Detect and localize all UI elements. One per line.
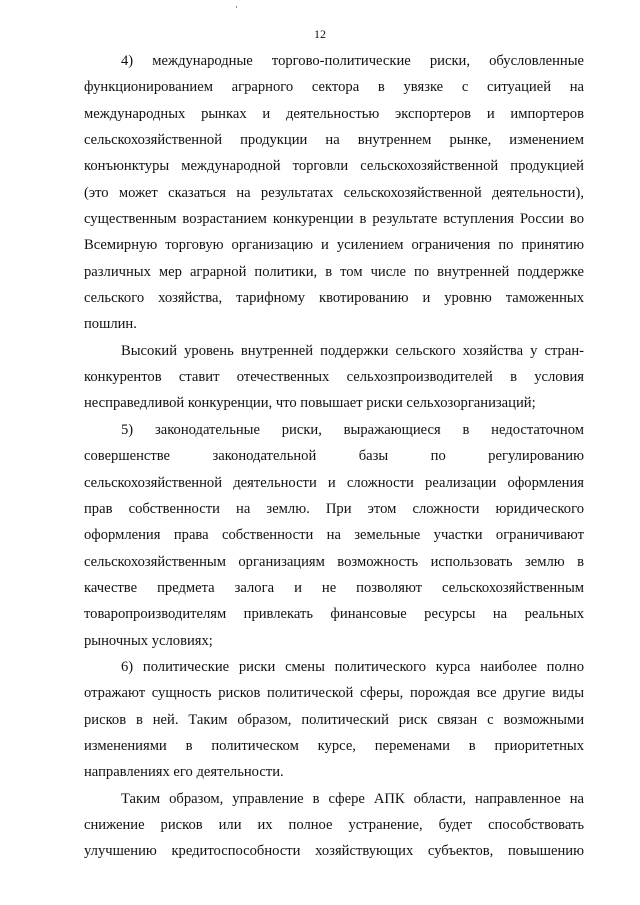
text-line: Всемирную торговую организацию и усилением ограничения по принятию (84, 237, 584, 254)
text-line: направлениях его деятельности. (84, 764, 284, 781)
text-line: сельскохозяйственной деятельности и сложности реализации оформления (84, 474, 584, 491)
page-number: 12 (314, 27, 326, 41)
text-line: улучшению кредитоспособности хозяйствующих субъектов, повышению (84, 843, 584, 860)
text-line: качестве предмета залога и не позволяют сельскохозяйственным (84, 579, 584, 596)
document-body (84, 48, 584, 865)
text-line: отражают сущность рисков политической сферы, порождая все другие виды (84, 685, 584, 702)
text-line: существенным возрастанием конкуренции в результате вступления России во (84, 211, 584, 228)
text-line: 4) международные торгово-политические риски, обусловленные (121, 53, 584, 69)
paragraph-2 (84, 338, 584, 417)
scan-artifact-mark (236, 6, 237, 8)
text-line: функционированием аграрного сектора в увязке с ситуацией на (84, 79, 584, 96)
text-line: конъюнктуры международной торговли сельскохозяйственной продукцией (84, 158, 584, 175)
text-line: изменениями в политическом курсе, переменами в приоритетных (84, 737, 584, 754)
text-line: снижение рисков или их полное устранение, будет способствовать (84, 816, 584, 833)
text-line: прав собственности на землю. При этом сложности юридического (84, 500, 584, 517)
paragraph-5 (84, 786, 584, 865)
paragraph-1 (84, 48, 584, 338)
text-line: несправедливой конкуренции, что повышает риски сельхозорганизаций; (84, 395, 536, 412)
text-line: 5) законодательные риски, выражающиеся в недостаточном (121, 421, 584, 438)
text-line: совершенстве законодательной базы по регулированию (84, 448, 584, 465)
text-line: Таким образом, управление в сфере АПК области, направленное на (121, 790, 584, 807)
text-line: различных мер аграрной политики, в том числе по внутренней поддержке (84, 263, 584, 280)
text-line: конкурентов ставит отечественных сельхозпроизводителей в условия (84, 369, 584, 386)
paragraph-3 (84, 417, 584, 654)
text-line: международных рынках и деятельностью экспортеров и импортеров (84, 105, 584, 122)
text-line: пошлин. (84, 316, 137, 333)
text-line: сельскохозяйственной продукции на внутреннем рынке, изменением (84, 132, 584, 149)
text-line: оформления права собственности на земельные участки ограничивают (84, 527, 584, 544)
text-line: Высокий уровень внутренней поддержки сельского хозяйства у стран- (121, 342, 584, 359)
text-line: рыночных условиях; (84, 632, 213, 649)
text-line: рисков в ней. Таким образом, политический риск связан с возможными (84, 711, 584, 728)
paragraph-4 (84, 654, 584, 786)
text-line: сельскохозяйственным организациям возможность использовать землю в (84, 553, 584, 570)
text-line: товаропроизводителям привлекать финансовые ресурсы на реальных (84, 606, 584, 623)
text-line: (это может сказаться на результатах сельскохозяйственной деятельности), (84, 184, 584, 201)
text-line: сельского хозяйства, тарифному квотированию и уровню таможенных (84, 290, 584, 307)
text-line: 6) политические риски смены политического курса наиболее полно (121, 658, 584, 675)
